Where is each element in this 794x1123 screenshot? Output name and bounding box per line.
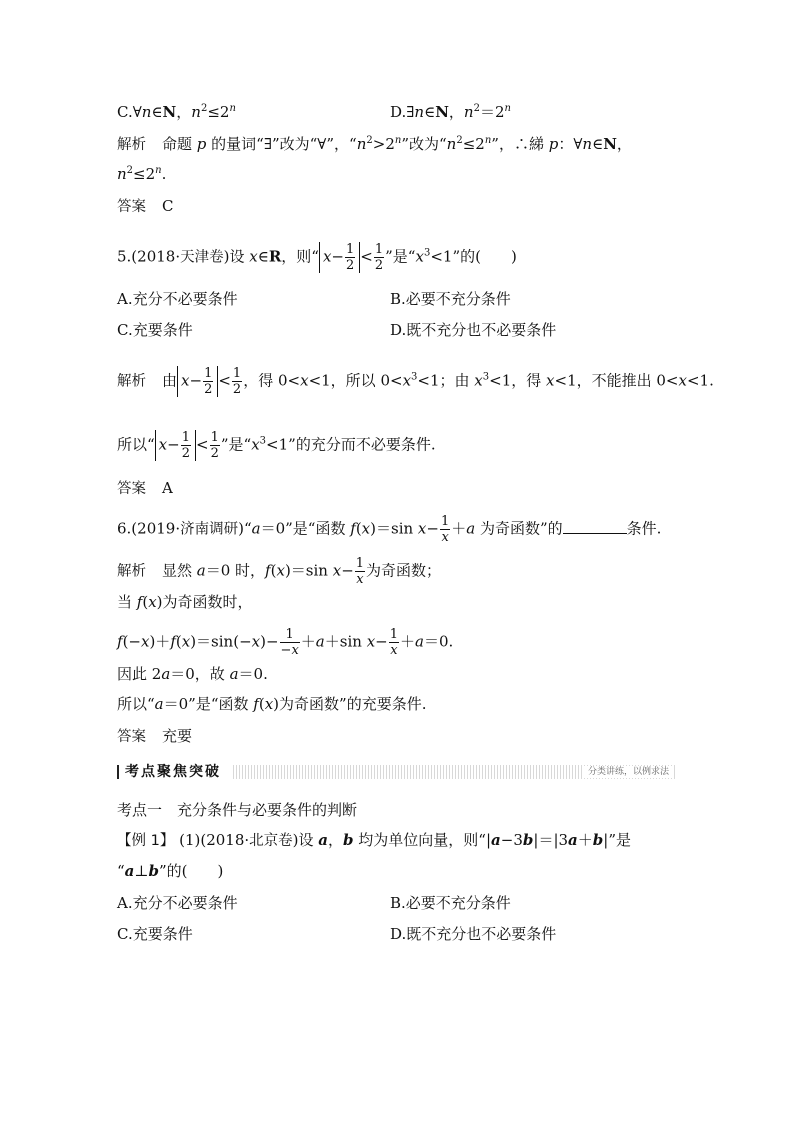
answer-value: C: [162, 197, 174, 215]
q5-option-a: A.充分不必要条件: [117, 290, 238, 308]
section-banner: [117, 763, 677, 781]
q6-analysis-line1: 解析 显然 a＝0 时，f(x)＝sin x− $\frac{1}{x}$ 为奇函数；: [117, 556, 442, 587]
answer-label: 答案: [117, 199, 146, 215]
example-option-a: A.充分不必要条件: [117, 894, 238, 912]
answer-label: 答案: [117, 729, 146, 745]
q5-option-d: D.既不充分也不必要条件: [390, 321, 557, 339]
banner-bar: [117, 765, 119, 779]
q5-option-b: B.必要不充分条件: [390, 290, 511, 308]
answer-label: 答案: [117, 481, 146, 497]
example-option-c: C.充要条件: [117, 925, 193, 943]
analysis-label: 解析: [117, 563, 146, 580]
q5-analysis-line1: 解析 由 x− $\frac{1}{2}$ < $\frac{1}{2}$ ，得 0<x<1，所以 $0<x^3<1$；由 $x^3<1$，得 x<1，不能推出 0<x<1.: [117, 366, 714, 397]
q4-analysis-line2: $n^2\le 2^n$.: [117, 165, 167, 183]
fill-in-blank: [563, 519, 627, 534]
answer-value: 充要: [162, 727, 193, 745]
q5-answer: [117, 478, 173, 499]
example-line1: 【例 1】 (1)(2018·北京卷)设 a，b 均为单位向量，则“|a−3b|＝|3a＋b|”是: [117, 831, 632, 849]
topic-heading: 考点一 充分条件与必要条件的判断: [117, 801, 358, 819]
q4-option-d: D.∃n∈N，$n^2=2^n$: [390, 103, 511, 121]
q5-analysis-line2: 所以“ x− $\frac{1}{2}$ < $\frac{1}{2}$ ”是“$x^3<1$”的充分而不必要条件.: [117, 430, 436, 461]
q4-analysis-line1: 解析 命题 p 的量词“∃”改为“∀”，“$n^2>2^n$”改为“$n^2\le 2^n$”，∴綈 p：∀n∈N，: [117, 135, 632, 153]
q4-option-c: C.∀n∈N，$n^2\le 2^n$: [117, 103, 236, 121]
analysis-label: 解析: [117, 373, 146, 390]
answer-value: A: [162, 479, 173, 497]
example-option-d: D.既不充分也不必要条件: [390, 925, 557, 943]
analysis-label: 解析: [117, 137, 146, 153]
q6-stem: 6.(2019·济南调研)“a＝0”是“函数 f(x)＝sin x− $\frac{1}{x}$ ＋a 为奇函数”的 条件.: [117, 514, 662, 545]
q5-stem: 5.(2018·天津卷)设 x∈R，则“ x− $\frac{1}{2}$ < $\frac{1}{2}$ ”是“$x^3<1$”的( ): [117, 242, 517, 273]
q4-answer: [117, 196, 173, 217]
q6-answer: [117, 726, 192, 747]
q6-analysis-line4: 因此 2a＝0，故 a＝0.: [117, 665, 268, 683]
q6-analysis-line3: f(−x)＋f(x)＝sin(−x)− $\frac{1}{-x}$ ＋a＋sin x− $\frac{1}{x}$ ＋a＝0.: [117, 627, 454, 658]
example-line2: “a⊥b”的( ): [117, 862, 224, 880]
example-option-b: B.必要不充分条件: [390, 894, 511, 912]
section-title: 考点聚焦突破: [125, 764, 221, 780]
q6-analysis-line2: 当 f(x)为奇函数时，: [117, 593, 253, 611]
example-label: 【例 1】: [117, 833, 175, 849]
q6-analysis-line5: 所以“a＝0”是“函数 f(x)为奇函数”的充要条件.: [117, 695, 427, 713]
section-subtitle: 分类讲练，以例求法: [584, 766, 673, 778]
q5-option-c: C.充要条件: [117, 321, 193, 339]
